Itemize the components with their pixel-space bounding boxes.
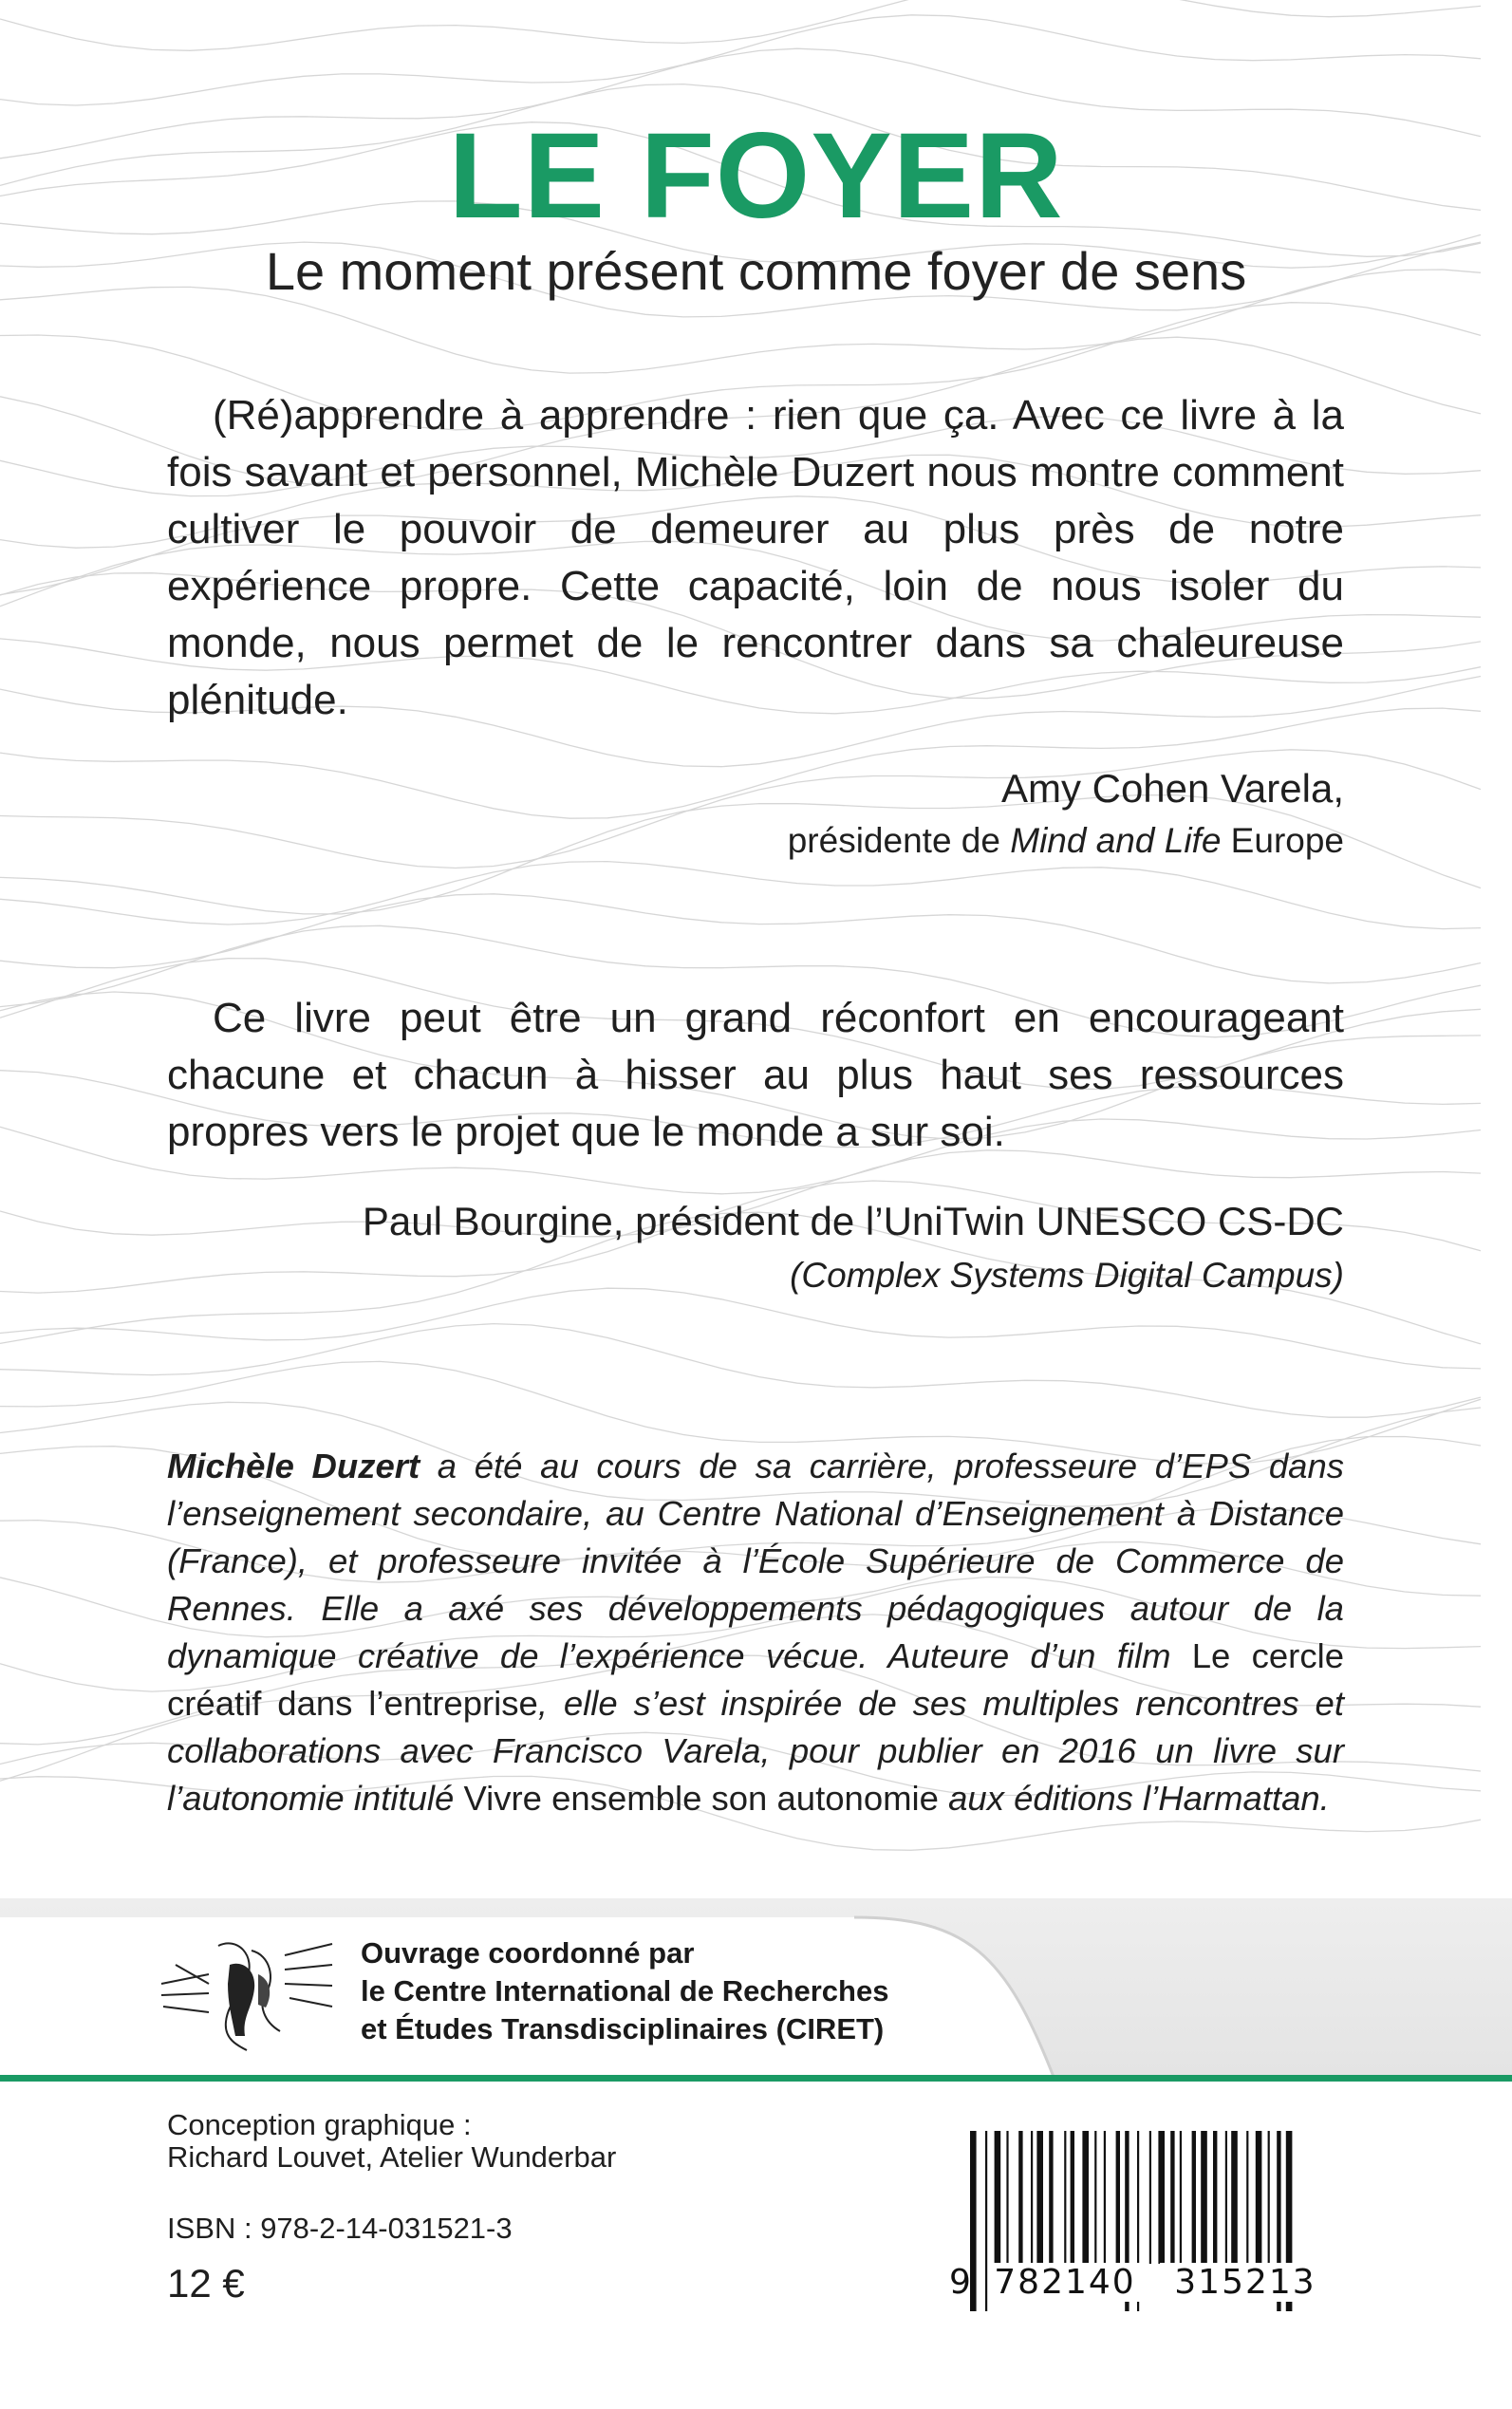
- design-credit: [167, 2109, 616, 2174]
- book-title: LE FOYER: [448, 108, 1064, 244]
- quote-1-author: Amy Cohen Varela,: [1000, 766, 1344, 811]
- ciret-line-1: Ouvrage coordonné par: [361, 1936, 695, 1970]
- barcode-digits: [949, 2263, 1348, 2310]
- ciret-line-2: le Centre International de Recherches: [361, 1974, 889, 2008]
- quote-2-author: Paul Bourgine, président de l’UniTwin UNESCO CS-DC: [362, 1199, 1344, 1243]
- quote-1-text: (Ré)apprendre à apprendre : rien que ça. Avec ce livre à la fois savant et personnel, Michèle Duzert nous montre comment cultiver le pouvoir de demeurer au plus près de notre expérience propre. Cette capacité, loin de nous isoler du monde, nous permet de le rencontrer dans sa chaleureuse plénitude.: [167, 392, 1344, 723]
- ciret-logo-icon: [152, 1927, 342, 2060]
- ciret-credit: [361, 1934, 888, 2048]
- barcode-right-group: 315213: [1160, 2263, 1331, 2302]
- quote-2-role: (Complex Systems Digital Campus): [790, 1256, 1344, 1295]
- book-subtitle: Le moment présent comme foyer de sens: [265, 241, 1247, 301]
- quote-1-role: présidente de Mind and Life Europe: [787, 821, 1344, 860]
- barcode-first-digit: 9: [949, 2263, 971, 2302]
- author-bio: Michèle Duzert a été au cours de sa carrière, professeure d’EPS dans l’enseignement secondaire, au Centre National d’Enseignement à Distance (France), et professeure invitée à l’École Supérieure de Commerce de Rennes. Elle a axé ses développements pédagogiques autour de la dynamique créative de l’expérience vécue. Auteure d’un film Le cercle créatif dans l’entreprise, elle s’est inspirée de ses multiples rencontres et collaborations avec Francisco Varela, pour publier en 2016 un livre sur l’autonomie intitulé Vivre ensemble son autonomie aux éditions l’Harmattan.: [167, 1447, 1344, 1818]
- price: 12 €: [167, 2261, 245, 2306]
- green-divider: [0, 2075, 1512, 2082]
- barcode-left-group: 782140: [989, 2263, 1141, 2302]
- isbn: ISBN : 978-2-14-031521-3: [167, 2212, 513, 2245]
- design-credit-label: Conception graphique :: [167, 2108, 472, 2141]
- design-credit-name: Richard Louvet, Atelier Wunderbar: [167, 2140, 617, 2174]
- ciret-line-3: et Études Transdisciplinaires (CIRET): [361, 2012, 885, 2045]
- quote-2-text: Ce livre peut être un grand réconfort en encourageant chacune et chacun à hisser au plus haut ses ressources propres vers le projet que le monde a sur soi.: [167, 995, 1344, 1155]
